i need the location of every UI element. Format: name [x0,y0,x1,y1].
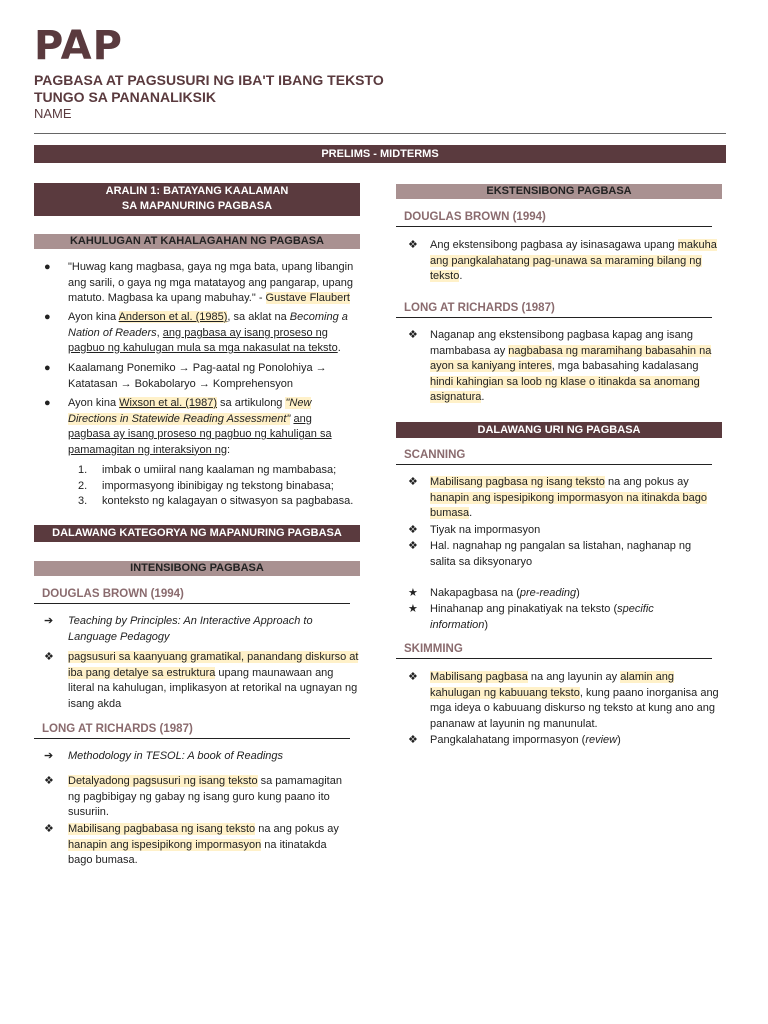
wixson-item [68,396,348,458]
text-run: Naganap ang ekstensibong pagbasa kapag ang isang mambabasa ay [430,329,693,357]
citation: Anderson et al. (1985) [118,311,228,323]
numbered-list [78,463,368,510]
lr-section-title: LONG AT RICHARDS (1987) [42,723,193,735]
aralin-header [34,183,360,216]
text-run: . [459,270,463,282]
text-run: na itinatakda bago bumasa. [68,838,327,866]
star-icon: ★ [408,587,418,599]
italic-term: pre-reading [519,587,577,599]
document-subtitle: PAGBASA AT PAGSUSURI NG IBA'T IBANG TEKSTO TUNGO SA PANANALIKSIK [34,72,384,105]
lr-ekstensibo-item [430,328,722,406]
term-banner: PRELIMS - MIDTERMS [34,145,726,163]
skimming-item-1 [430,670,724,732]
diamond-bullet-icon: ❖ [408,329,418,341]
flaubert-quote [68,260,364,307]
bullet-dot-icon: ● [44,397,51,409]
list-item [78,494,368,510]
brown-ekstensibo-title: DOUGLAS BROWN (1994) [404,211,546,223]
bullet-dot-icon: ● [44,311,51,323]
definition: ang pagbasa ay isang proseso ng pagbuo ng kahulugan mula sa mga nakasulat na teksto [68,326,338,354]
highlight-text: Detalyadong pagsusuri ng isang teksto [68,775,258,787]
text-run: , sa aklat na [227,311,290,323]
text-run: ) [617,734,621,746]
scanning-title: SCANNING [404,449,466,461]
lr-reference: Methodology in TESOL: A book of Readings [68,750,284,762]
diamond-bullet-icon: ❖ [408,671,418,683]
kategorya-header: DALAWANG KATEGORYA NG MAPANURING PAGBASA [34,525,360,542]
diamond-bullet-icon: ❖ [408,540,418,552]
diamond-bullet-icon: ❖ [408,476,418,488]
text-run: , kung paano inorganisa ang mga ideya o kabuuang diskurso ng teksto at kung ano ang pananaw at layunin ng manunulat. [430,686,719,730]
text-run: sa pamamagitan ng pagbibigay ng gabay ng isang guro kung paano ito susuriin. [68,775,342,818]
ekstensibo-header: EKSTENSIBONG PAGBASA [396,184,722,199]
brown-section-title: DOUGLAS BROWN (1994) [42,588,184,600]
section-underline [34,603,350,604]
text-run: Ayon kina [68,311,119,323]
arrow-icon: ➔ [44,750,54,762]
list-text: impormasyong ibinibigay ng tekstong binabasa; [102,479,334,492]
italic-term: review [585,734,618,746]
list-text: imbak o umiiral nang kaalaman ng mambabasa; [102,464,337,476]
highlight-text: pagsusuri sa kaanyuang gramatikal, panandang diskurso at iba pang detalye sa estruktura [68,651,359,679]
scanning-item-3: Hal. nagnahap ng pangalan sa listahan, naghanap ng salita sa diksyonaryo [430,540,692,568]
text-run: . [337,342,341,354]
aralin-line-2: SA MAPANURING PAGBASA [121,200,273,212]
highlight-text: hanapin ang ispesipikong impormasyon [68,838,262,851]
highlight-text: Mabilisang pagbasa [430,671,528,683]
quote-text: "Huwag kang magbasa, gaya ng mga bata, upang libangin ang sarili, o gaya ng mga matatayog ang pangarap, upang matuto. Magbasa ka upang mabuhay." - [68,261,354,304]
kahulugan-header: KAHULUGAN AT KAHALAGAHAN NG PAGBASA [34,234,360,249]
header-divider [34,133,726,134]
section-underline [396,317,712,318]
highlight-text: Mabilisang pagbabasa ng isang teksto [68,823,256,835]
brown-ekstensibo-item [430,238,722,285]
book-title: Becoming a Nation of Readers [68,311,348,339]
ponemiko-item: Kaalamang Ponemiko → Pag-aatal ng Ponolohiya → Katatasan → Bokabolaryo → Komprehensyon [68,362,327,390]
section-underline [396,464,712,465]
list-item [78,479,368,495]
highlight-text: Mabilisang pagbasa ng isang teksto [430,476,605,488]
text-run: Hinahanap ang pinakatiyak na teksto ( [430,603,618,615]
scanning-star-2 [430,602,670,633]
diamond-bullet-icon: ❖ [44,775,54,787]
diamond-bullet-icon: ❖ [44,823,54,835]
intensibo-header: INTENSIBONG PAGBASA [34,561,360,576]
diamond-bullet-icon: ❖ [408,524,418,536]
text-run: , mga babasahing kadalasang [551,360,699,372]
diamond-bullet-icon: ❖ [408,239,418,251]
list-item [78,463,368,479]
anderson-item [68,310,358,357]
lr-intensibo-item-1 [68,774,354,821]
definition: ang pagbasa ay isang proseso ng pagbuo ng kahuligan sa pamamagitan ng interaksiyon ng [68,412,332,456]
text-run: , [156,326,163,339]
list-text: konteksto ng kalagayan o sitwasyon sa pagbabasa. [102,495,354,507]
highlight-text: hindi kahingian sa loob ng klase o itinakda sa anomang asignatura [430,375,700,403]
text-run: sa artikulong [217,397,286,409]
arrow-icon: ➔ [44,615,54,627]
text-run: na ang pokus ay [255,823,339,835]
lr-ekstensibo-title: LONG AT RICHARDS (1987) [404,302,555,314]
highlight-text: nagbabasa ng maramihang babasahin na ayon sa kaniyang interes [430,344,712,372]
logo: PAP [34,23,123,69]
list-number: 1. [78,464,88,476]
quote-author: Gustave Flaubert [265,292,350,304]
star-icon: ★ [408,603,418,615]
bullet-dot-icon: ● [44,362,51,374]
list-number: 2. [78,479,88,492]
diamond-bullet-icon: ❖ [44,651,54,663]
text-run: Nakapagbasa na ( [430,587,520,599]
bullet-dot-icon: ● [44,261,51,273]
text-run: Ayon kina [68,397,120,409]
highlight-text: hanapin ang ispesipikong impormasyon na itinakda bago bumasa [430,491,708,519]
text-run: ) [576,587,580,599]
diamond-bullet-icon: ❖ [408,734,418,746]
skimming-title: SKIMMING [404,643,463,655]
scanning-item-1 [430,475,722,522]
skimming-item-2 [430,733,722,749]
brown-intensibo-item [68,650,360,712]
scanning-item-2: Tiyak na impormasyon [430,524,541,536]
citation: Wixson et al. (1987) [119,397,217,409]
text-run: upang maunawaan ang literal na kahulugan, implikasyon at retorikal na ugnayan ng isang akda [68,666,358,710]
text-run: : [226,443,231,456]
section-underline [34,738,350,739]
italic-term: specific information [430,603,654,631]
section-underline [396,226,712,227]
name-label: NAME [34,106,72,121]
text-run: Pangkalahatang impormasyon ( [430,734,586,746]
scanning-star-1 [430,586,722,602]
text-run: na ang pokus ay [604,476,689,488]
text-run: . [481,391,485,403]
uri-header: DALAWANG URI NG PAGBASA [396,422,722,438]
brown-reference: Teaching by Principles: An Interactive Approach to Language Pedagogy [68,615,313,643]
text-run: . [469,507,473,519]
highlight-text: makuha ang pangkalahatang pag-unawa sa maraming bilang ng teksto [430,239,717,282]
list-number: 3. [78,495,88,507]
lr-intensibo-item-2 [68,822,354,869]
aralin-line-1: ARALIN 1: BATAYANG KAALAMAN [105,185,289,197]
text-run: Ang ekstensibong pagbasa ay isinasagawa upang [430,239,678,251]
article-title: "New Directions in Statewide Reading Assessment" [68,397,312,425]
highlight-text: alamin ang kahulugan ng kabuuang teksto [430,671,675,699]
text-run: ) [484,618,489,631]
section-underline [396,658,712,659]
text-run: na ang layunin ay [527,671,621,683]
